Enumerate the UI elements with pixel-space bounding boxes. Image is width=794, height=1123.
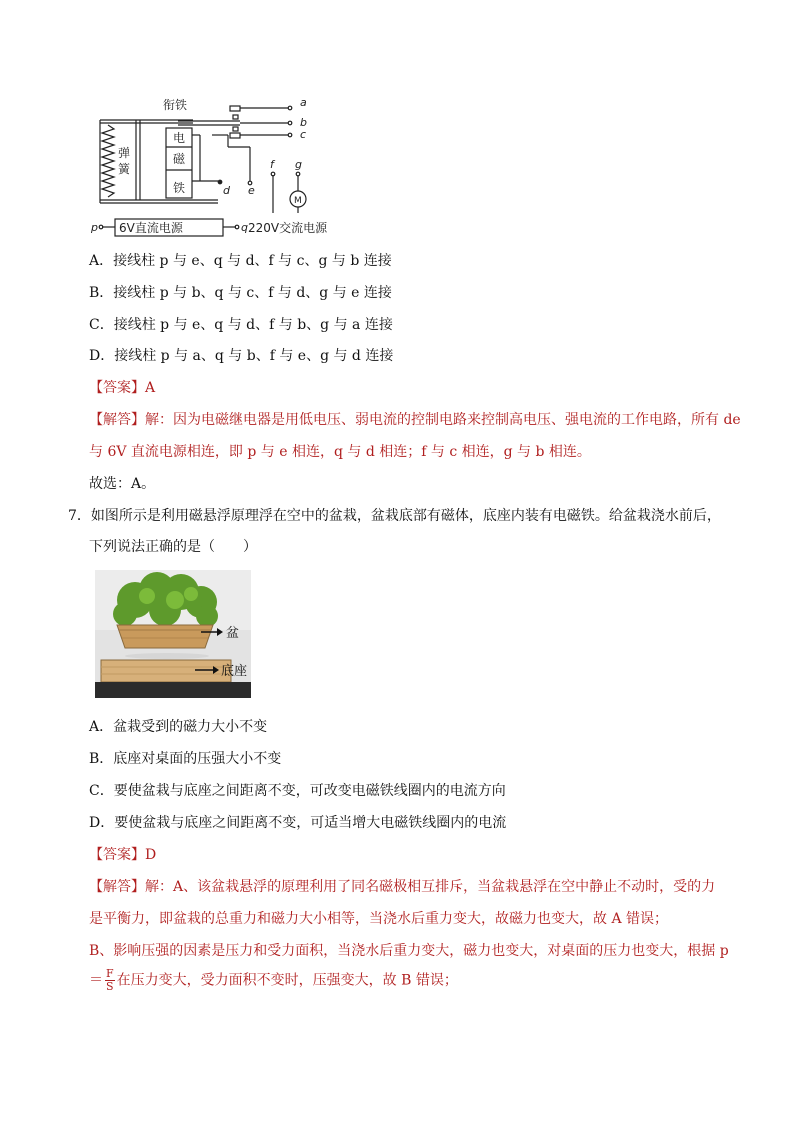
base-label: 底座 [221,664,248,679]
q6-option-d: D．接线柱 p 与 a、q 与 b、f 与 e、g 与 d 连接 [89,348,394,364]
levitating-plant-photo [95,570,251,698]
q7-stem-line-2: 下列说法正确的是（ ） [89,539,257,555]
terminal-d: d [223,184,230,197]
q7-analysis-line-3: B、影响压强的因素是压力和受力面积，当浇水后重力变大，磁力也变大，对桌面的压力也变大，根据 p [89,943,729,959]
q7-option-a: A．盆栽受到的磁力大小不变 [89,719,268,735]
q6-option-c: C．接线柱 p 与 e、q 与 d、f 与 b、g 与 a 连接 [89,317,393,333]
q7-analysis-tag: 【解答】 [89,879,145,895]
dc-source-label: 6V直流电源 [119,221,183,235]
terminal-f: f [270,158,274,171]
q6-analysis-tag: 【解答】 [89,412,145,428]
armature-label: 衔铁 [163,98,188,112]
pot-label: 盆 [226,626,240,641]
pressure-fraction: $\frac{F}{S}$ [106,967,114,993]
q7-analysis-line-1: 【解答】解：A、该盆栽悬浮的原理利用了同名磁极相互排斥，当盆栽悬浮在空中静止不动时，受的力 [89,879,716,895]
q6-analysis-line-1: 【解答】解：因为电磁继电器是用低电压、弱电流的控制电路来控制高电压、强电流的工作电路，所有 de [89,412,741,428]
magnet-label-1: 电 [173,131,186,145]
q7-option-c: C．要使盆栽与底座之间距离不变，可改变电磁铁线圈内的电流方向 [89,783,506,799]
q6-option-b: B．接线柱 p 与 b、q 与 c、f 与 d、g 与 e 连接 [89,285,392,301]
q6-conclusion: 故选：A。 [89,476,156,492]
terminal-p: p [91,221,98,234]
terminal-b: b [300,116,307,129]
relay-circuit-diagram [88,95,328,241]
q7-analysis-line-4: ＝ $\frac{F}{S}$ 在压力变大，受力面积不变时，压强变大，故 B 错误； [89,967,458,993]
q6-answer-tag: 【答案】 [89,380,145,396]
q7-analysis-line-2: 是平衡力，即盆栽的总重力和磁力大小相等，当浇水后重力变大，故磁力也变大，故 A 错误； [89,911,669,927]
q7-option-d: D．要使盆栽与底座之间距离不变，可适当增大电磁铁线圈内的电流 [89,815,507,831]
q7-answer-value: D [145,847,157,863]
spring-label-bottom: 簧 [118,162,131,176]
q7-answer-tag: 【答案】 [89,847,145,863]
q6-answer [89,378,155,398]
q7-answer [89,845,156,865]
motor-label: M [294,196,302,206]
terminal-a: a [300,96,307,109]
q6-analysis-line-2: 与 6V 直流电源相连，即 p 与 e 相连，q 与 d 相连；f 与 c 相连，g 与 b 相连。 [89,444,591,460]
magnet-label-2: 磁 [173,152,186,166]
terminal-q: q [241,221,248,234]
q6-option-a: A．接线柱 p 与 e、q 与 d、f 与 c、g 与 b 连接 [89,253,392,269]
terminal-c: c [300,128,307,141]
ac-source-label: 220V交流电源 [248,221,328,235]
magnet-label-3: 铁 [173,181,186,195]
q7-option-b: B．底座对桌面的压强大小不变 [89,751,282,767]
q6-answer-value: A [145,380,156,396]
spring-label-top: 弹 [118,146,131,160]
terminal-e: e [248,184,255,197]
q7-stem-line-1: 7．如图所示是利用磁悬浮原理浮在空中的盆栽，盆栽底部有磁体，底座内装有电磁铁。给盆栽浇水前后， [68,508,721,524]
terminal-g: g [295,158,302,171]
